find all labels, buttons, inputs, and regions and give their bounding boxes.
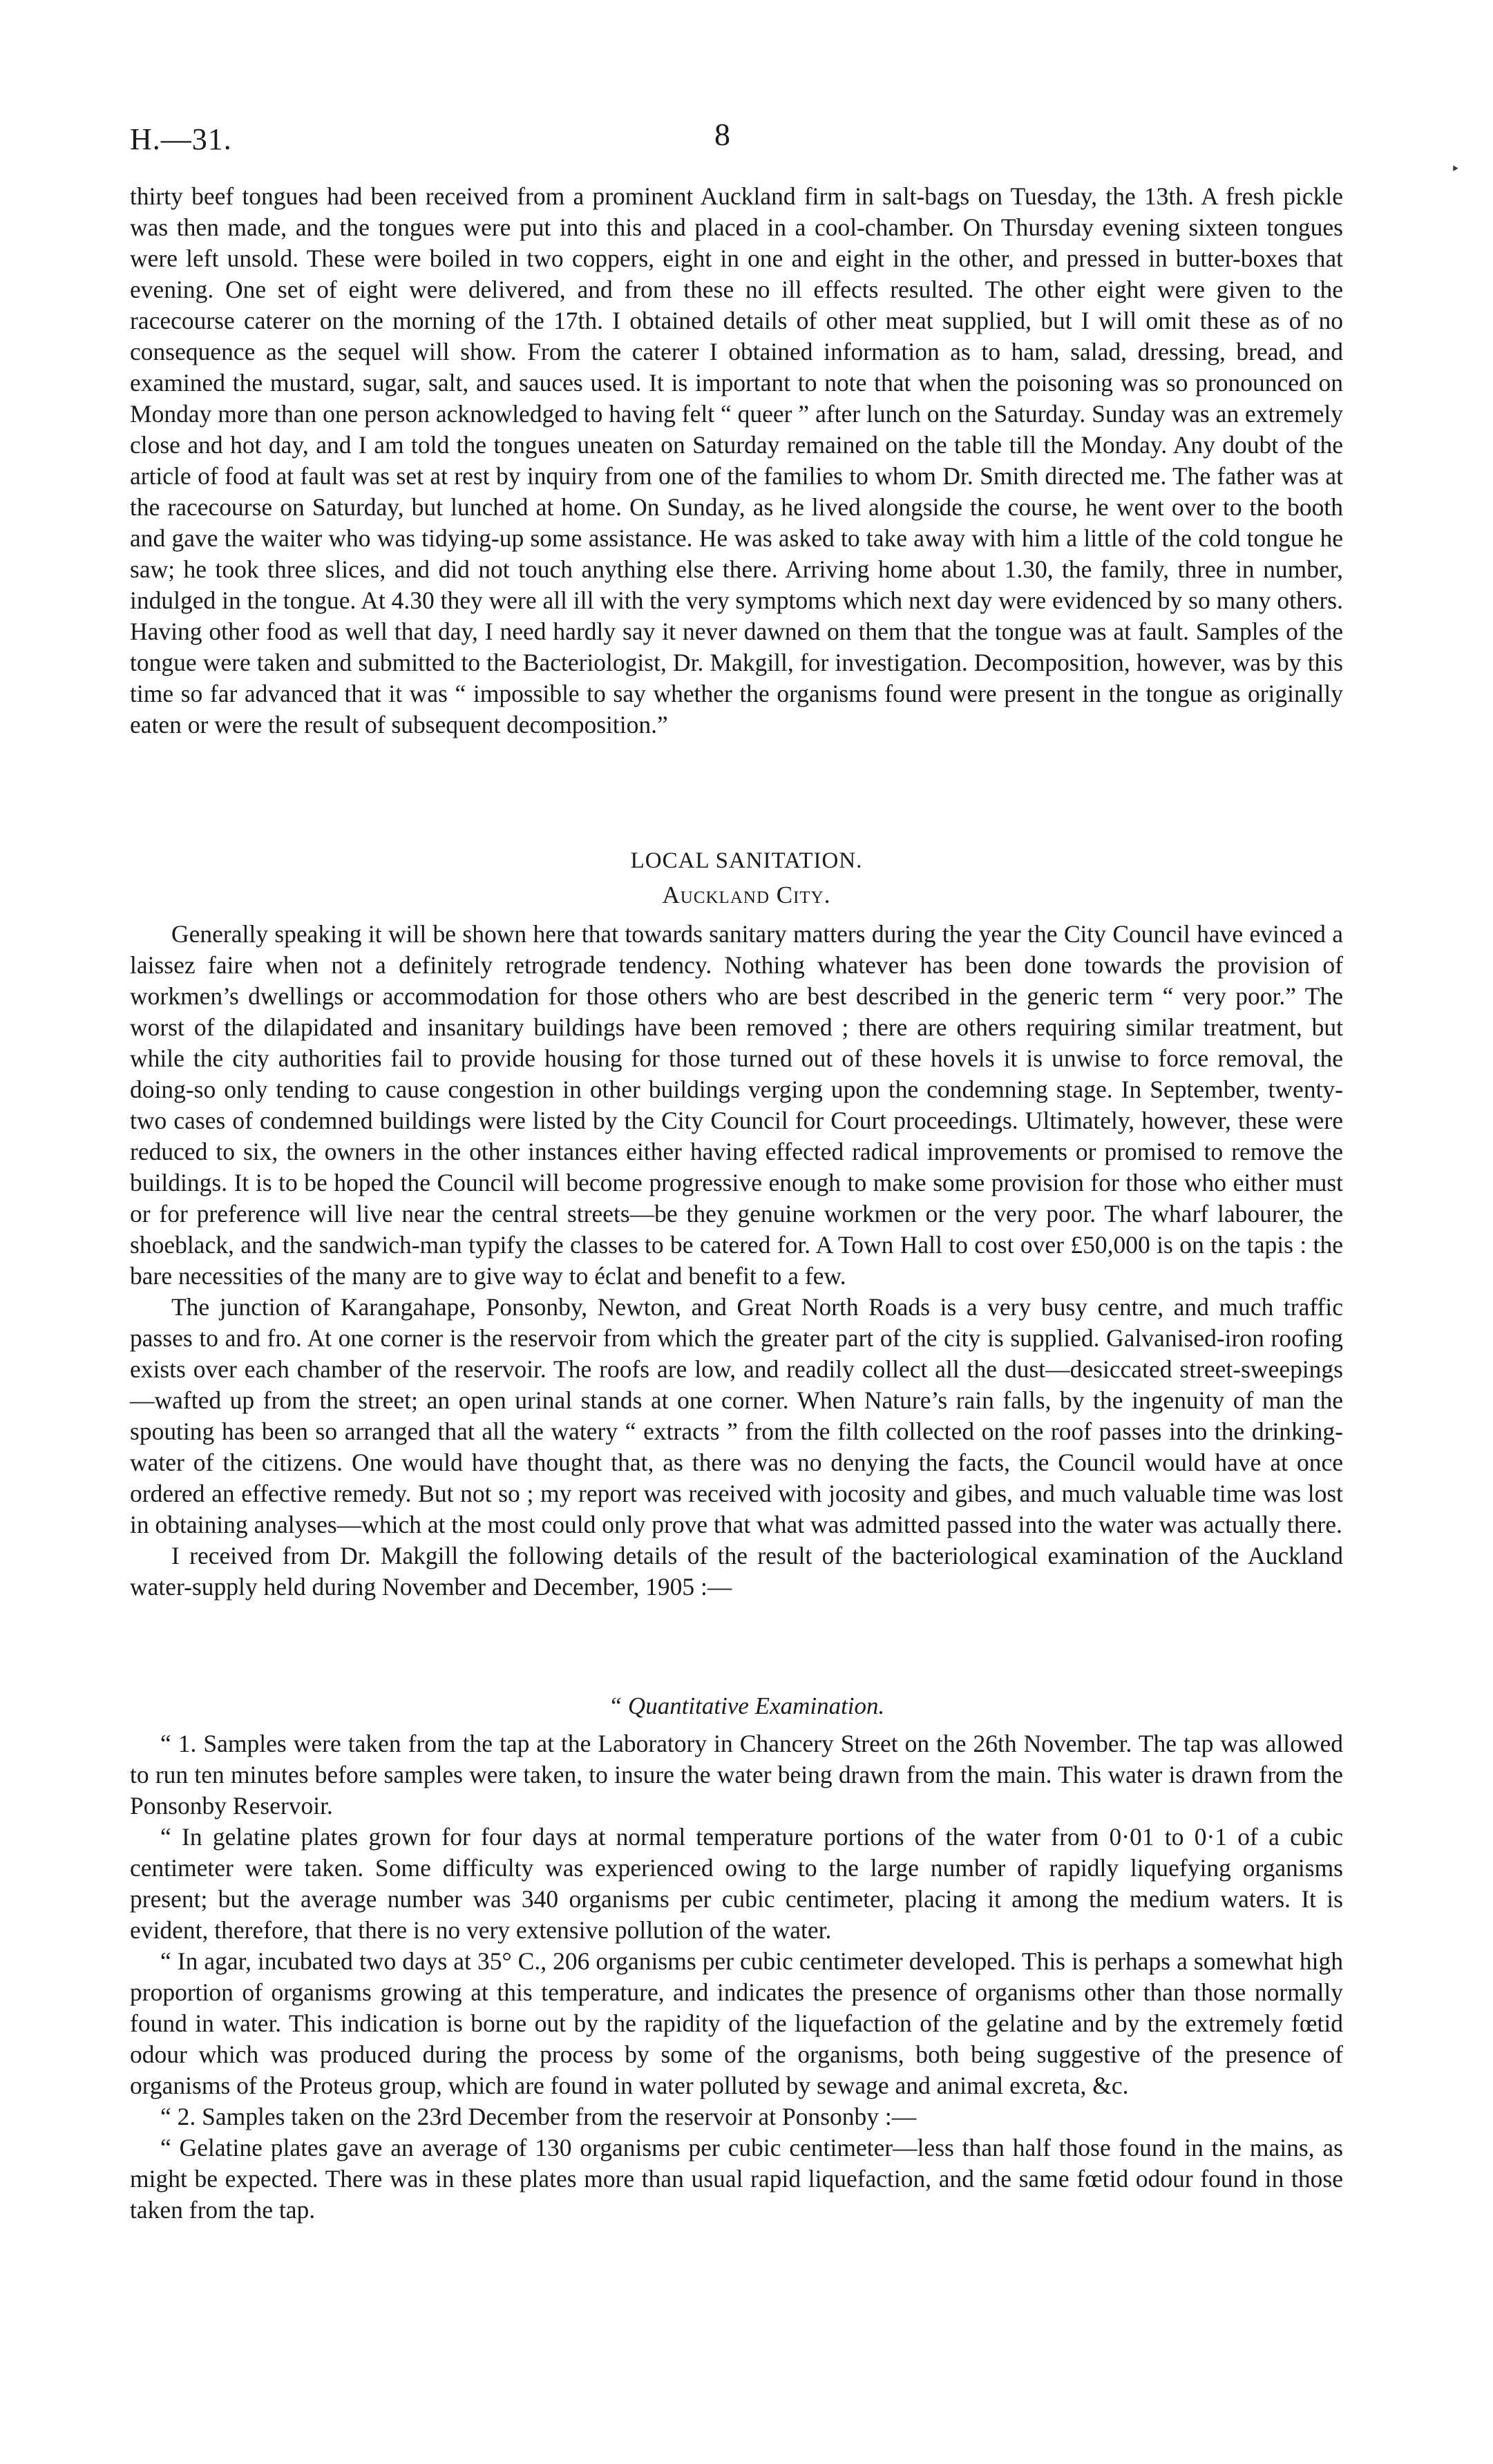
sanitation-section bbox=[130, 919, 1343, 1603]
quote-paragraph-1: “ 1. Samples were taken from the tap at the Laboratory in Chancery Street on the 26th November. The tap was allowed to run ten minutes before samples were taken, to insure the water being drawn from the main. This water is drawn from the Ponsonby Reservoir. bbox=[130, 1730, 1343, 1820]
quote-paragraph-2: “ In gelatine plates grown for four days at normal temperature portions of the water from 0·01 to 0·1 of a cubic centimeter were taken. Some difficulty was experienced owing to the large number of rapidly liquefying organisms present; but the average number was 340 organisms per cubic centimeter, placing it among the medium waters. It is evident, therefore, that there is no very extensive pollution of the water. bbox=[130, 1823, 1343, 1944]
sanitation-paragraph-3: I received from Dr. Makgill the following details of the result of the bacteriological examination of the Auckland water-supply held during November and December, 1905 :— bbox=[130, 1542, 1343, 1601]
sanitation-paragraph-2: The junction of Karangahape, Ponsonby, Newton, and Great North Roads is a very busy centre, and much traffic passes to and fro. At one corner is the reservoir from which the greater part of the city is supplied. Galvanised-iron roofing exists over each chamber of the reservoir. The roofs are low, and readily collect all the dust—desiccated street-sweepings—wafted up from the street; an open urinal stands at one corner. When Nature’s rain falls, by the ingenuity of man the spouting has been so arranged that all the watery “ extracts ” from the filth collected on the roof passes into the drinking-water of the citizens. One would have thought that, as there was no denying the facts, the Council would have at once ordered an effective remedy. But not so ; my report was received with jocosity and gibes, and much valuable time was lost in obtaining analyses—which at the most could only prove that what was admitted passed into the water was actually there. bbox=[130, 1293, 1343, 1538]
section-subtitle: Auckland City. bbox=[662, 881, 831, 908]
page-number: 8 bbox=[714, 117, 730, 152]
quote-paragraph-4: “ 2. Samples taken on the 23rd December from the reservoir at Ponsonby :— bbox=[160, 2103, 917, 2130]
document-reference: H.—31. bbox=[130, 122, 232, 156]
sanitation-paragraph-1: Generally speaking it will be shown here that towards sanitary matters during the year the City Council have evinced a laissez faire when not a definitely retrograde tendency. Nothing whatever has been done towards the provision of workmen’s dwellings or accommodation for those others who are best described in the generic term “ very poor.” The worst of the dilapidated and insanitary buildings have been removed ; there are others requiring similar treatment, but while the city authorities fail to provide housing for those turned out of these hovels it is unwise to force removal, the doing-so only tending to cause congestion in other buildings verging upon the condemning stage. In September, twenty-two cases of condemned buildings were listed by the City Council for Court proceedings. Ultimately, however, these were reduced to six, the owners in the other instances either having effected radical improvements or promised to remove the buildings. It is to be hoped the Council will become progressive enough to make some provision for those who either must or for preference will live near the central streets—be they genuine workmen or the very poor. The wharf labourer, the shoeblack, and the sandwich-man typify the classes to be catered for. A Town Hall to cost over £50,000 is on the tapis : the bare necessities of the many are to give way to éclat and benefit to a few. bbox=[130, 920, 1343, 1290]
quote-paragraph-3: “ In agar, incubated two days at 35° C., 206 organisms per cubic centimeter developed. This is perhaps a somewhat high proportion of organisms growing at this temperature, and indicates the presence of organisms other than those normally found in water. This indication is borne out by the rapidity of the liquefaction of the gelatine and by the extremely fœtid odour which was produced during the process by some of the organisms, both being suggestive of the presence of organisms of the Proteus group, which are found in water polluted by sewage and animal excreta, &c. bbox=[130, 1947, 1343, 2099]
quote-title: “ Quantitative Examination. bbox=[608, 1692, 885, 1719]
intro-paragraph: thirty beef tongues had been received from a prominent Auckland firm in salt-bags on Tuesday, the 13th. A fresh pickle was then made, and the tongues were put into this and placed in a cool-chamber. On Thursday evening sixteen tongues were left unsold. These were boiled in two coppers, eight in one and eight in the other, and pressed in butter-boxes that evening. One set of eight were delivered, and from these no ill effects resulted. The other eight were given to the racecourse caterer on the morning of the 17th. I obtained details of other meat supplied, but I will omit these as of no consequence as the sequel will show. From the caterer I obtained information as to ham, salad, dressing, bread, and examined the mustard, sugar, salt, and sauces used. It is important to note that when the poisoning was so pronounced on Monday more than one person acknowledged to having felt “ queer ” after lunch on the Saturday. Sunday was an extremely close and hot day, and I am told the tongues uneaten on Saturday remained on the table till the Monday. Any doubt of the article of food at fault was set at rest by inquiry from one of the families to whom Dr. Smith directed me. The father was at the racecourse on Saturday, but lunched at home. On Sunday, as he lived alongside the course, he went over to the booth and gave the waiter who was tidying-up some assistance. He was asked to take away with him a little of the cold tongue he saw; he took three slices, and did not touch anything else there. Arriving home about 1.30, the family, three in number, indulged in the tongue. At 4.30 they were all ill with the very symptoms which next day were evidenced by so many others. Having other food as well that day, I need hardly say it never dawned on them that the tongue was at fault. Samples of the tongue were taken and submitted to the Bacteriologist, Dr. Makgill, for investigation. Decomposition, however, was by this time so far advanced that it was “ impossible to say whether the organisms found were present in the tongue as originally eaten or were the result of subsequent decomposition.” bbox=[130, 182, 1343, 738]
quote-section bbox=[130, 1728, 1343, 2226]
intro-section bbox=[130, 181, 1343, 741]
quote-paragraph-5: “ Gelatine plates gave an average of 130 organisms per cubic centimeter—less than half those found in the mains, as might be expected. There was in these plates more than usual rapid liquefaction, and the same fœtid odour found in those taken from the tap. bbox=[130, 2134, 1343, 2224]
section-title: LOCAL SANITATION. bbox=[630, 848, 863, 873]
margin-mark-icon: ‣ bbox=[1451, 160, 1460, 178]
